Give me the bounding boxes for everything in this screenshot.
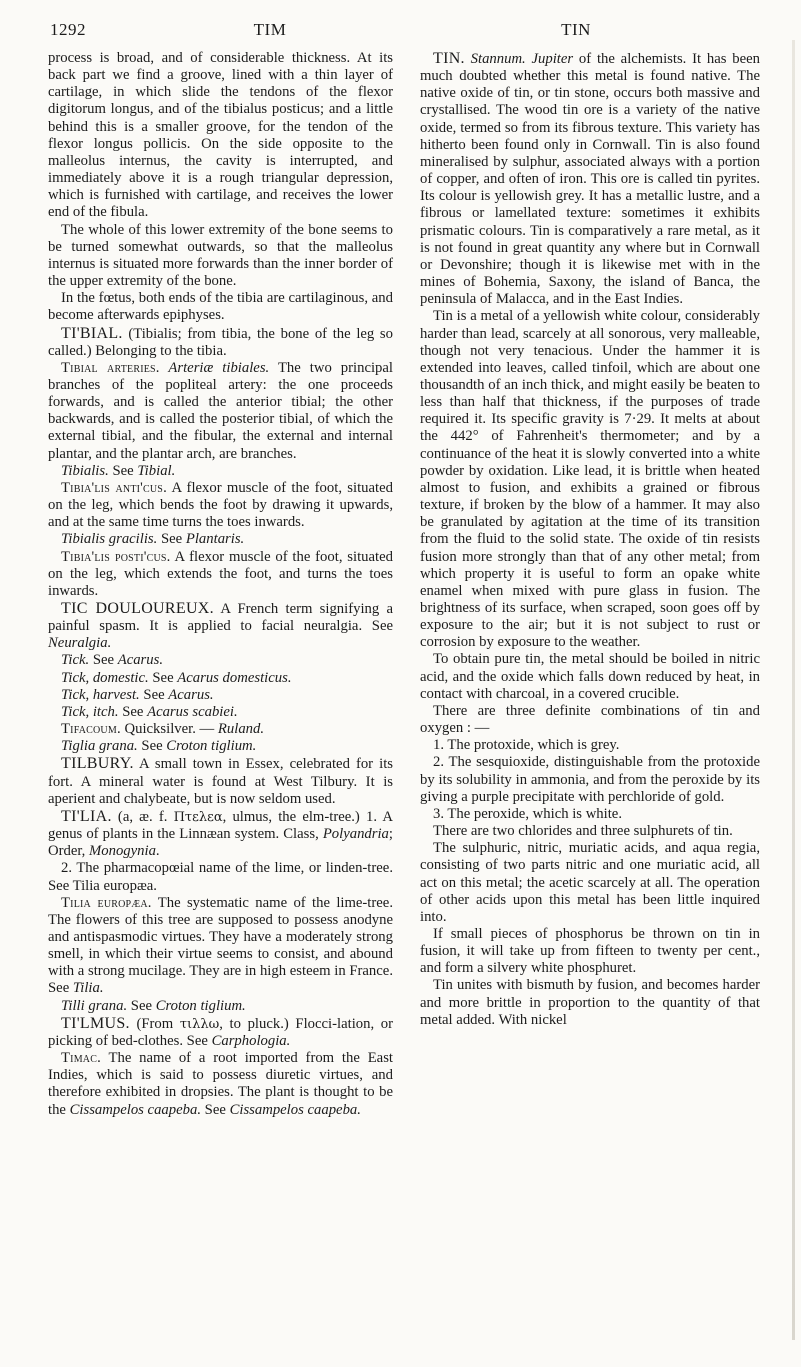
paragraph-text: In the fœtus, both ends of the tibia are cartilaginous, and become afterwards epiphyses. (48, 290, 393, 324)
cross-reference: Croton tiglium. (166, 738, 257, 755)
dictionary-entry (48, 549, 393, 600)
greek-word: τιλλω (179, 1016, 220, 1032)
dictionary-entry (48, 687, 393, 704)
entry-headword: Tibialis gracilis. (61, 531, 158, 548)
cross-reference: Croton tiglium. (155, 997, 246, 1014)
dictionary-entry (48, 738, 393, 755)
entry-headword: TI'BIAL. (61, 324, 123, 342)
entry-synonym: Stannum. Jupiter (464, 51, 574, 67)
entry-text: See (127, 997, 156, 1014)
paragraph (420, 806, 760, 823)
entry-headword: Tick, domestic. (61, 669, 149, 686)
entry-headword: Tilli grana. (61, 997, 128, 1014)
paragraph (420, 737, 760, 754)
paragraph (420, 754, 760, 805)
entry-text: A flexor muscle of the foot, situated on the leg, which bends the foot by drawing it upwards, and at the same time turns the toes inwards. (48, 479, 393, 531)
cross-reference: Plantaris. (185, 531, 245, 548)
dictionary-entry (48, 895, 393, 998)
entry-headword: TILBURY. (61, 755, 134, 773)
entry-text: See (118, 703, 148, 720)
entry-text: . (155, 843, 160, 860)
entry-headword: TIN. (433, 50, 465, 67)
dictionary-entry (48, 325, 393, 360)
cross-reference: Cissampelos caapeba. (229, 1101, 361, 1118)
paragraph-text: There are two chlorides and three sulphurets of tin. (433, 823, 733, 840)
left-column (48, 50, 393, 1119)
class-name: Polyandria (322, 826, 389, 843)
entry-text: See (157, 531, 186, 548)
paragraph (420, 703, 760, 737)
paragraph-text: There are three definite combinations of tin and oxygen : — (420, 702, 760, 737)
entry-headword: TIC DOULOUREUX. (61, 600, 214, 617)
greek-word: Πτελεα (173, 809, 223, 825)
entry-text: See (108, 462, 138, 479)
entry-text: See (137, 738, 167, 755)
cross-reference: Tibial. (137, 462, 176, 479)
dictionary-entry (48, 1050, 393, 1119)
dictionary-entry (48, 755, 393, 807)
entry-headword: TI'LIA. (61, 807, 112, 825)
dictionary-entry (48, 808, 393, 860)
entry-text: , ulmus, the elm-tree.) 1. A genus of plants in the Linnæan system. Class, (48, 808, 393, 843)
cross-reference: Acarus domesticus. (177, 669, 292, 686)
entry-text: , to pluck.) Flocci-lation, or picking of bed-clothes. See (48, 1015, 394, 1049)
paragraph-text: The whole of this lower extremity of the bone seems to be turned somewhat outwards, so that the malleolus internus is situated more forwards than the inner border of the upper extremity of the bone. (48, 221, 393, 290)
cross-reference: Acarus. (168, 686, 214, 703)
dictionary-entry (48, 998, 393, 1015)
entry-headword: Timac. (61, 1050, 101, 1067)
dictionary-entry (420, 50, 760, 308)
paragraph-text: To obtain pure tin, the metal should be boiled in nitric acid, and the oxide which falls down reduced by heat, in contact with charcoal, in a covered crucible. (420, 651, 760, 702)
paragraph (420, 308, 760, 651)
dictionary-entry (48, 652, 393, 669)
entry-text: (a, æ. f. (111, 808, 174, 825)
dictionary-entry (48, 480, 393, 531)
entry-text: See (89, 652, 118, 669)
paragraph-text: The sulphuric, nitric, muriatic acids, and aqua regia, consisting of two parts nitric and one muriatic acid, all act on this metal; the acetic scarcely at all. The operation of other acids upon this metal has been little inquired into. (420, 840, 760, 925)
entry-text: See (148, 669, 178, 686)
entry-text: (Tibialis; from tibia, the bone of the leg so called.) Belonging to the tibia. (48, 325, 393, 359)
paragraph (48, 222, 393, 291)
entry-text: A flexor muscle of the foot, situated on the leg, which extends the foot, and turns the toes inwards. (48, 548, 393, 599)
cross-reference: Neuralgia. (48, 635, 112, 652)
entry-text: The systematic name of the lime-tree. The flowers of this tree are supposed to possess anodyne and antispasmodic virtues. They have a moderately strong smell, in which their virtue seems to consist, and abound with a strong mucilage. They are in high esteem in France. See (48, 894, 393, 997)
paragraph (420, 977, 760, 1028)
cross-reference: Ruland. (217, 721, 265, 738)
entry-text: The name of a root imported from the East Indies, which is said to possess diuretic virtues, and therefore exhibited in dropsies. The plant is thought to be the (48, 1050, 393, 1118)
entry-text: (From (129, 1015, 180, 1032)
cross-reference: Carphologia. (211, 1032, 291, 1049)
entry-headword: Tick. (61, 652, 90, 669)
page-edge-shadow (792, 40, 795, 1340)
paragraph-text: process is broad, and of considerable thickness. At its back part we find a groove, lined with a thin layer of cartilage, in which slide the tendons of the flexor digitorum longus, and of the tibialus posticus; and a little behind this is a smaller groove, for the tendon of the flexor longus pollicis. On the side opposite to the malleolus internus, the cavity is interrupted, and immediately above it is a rough triangular depression, which is furnished with cartilage, and receives the lower end of the fibula. (48, 50, 393, 221)
paragraph-text: 2. The sesquioxide, distinguishable from the protoxide by its solubility in ammonia, and from the peroxide by its giving a purple precipitate with perchloride of gold. (420, 754, 760, 805)
entry-text: Quicksilver. — (120, 721, 218, 738)
entry-headword: Tifacoum. (61, 721, 121, 738)
paragraph-text: 2. The pharmacopœial name of the lime, or linden-tree. See Tilia europæa. (48, 860, 393, 894)
entry-text: ; Order, (48, 826, 393, 860)
cross-reference: Cissampelos caapeba. (69, 1101, 201, 1118)
dictionary-entry (48, 704, 393, 721)
right-running-title: TIN (561, 20, 591, 39)
entry-headword: Tibia'lis anti'cus. (61, 479, 167, 496)
dictionary-entry (48, 670, 393, 687)
dictionary-entry (48, 463, 393, 480)
paragraph-text: 3. The peroxide, which is white. (433, 805, 622, 822)
running-header (50, 20, 772, 44)
paragraph-text: Tin unites with bismuth by fusion, and becomes harder and more brittle in proportion to the quantity of that metal added. With nickel (420, 977, 760, 1028)
cross-reference: Acarus. (117, 652, 164, 669)
paragraph (420, 926, 760, 977)
paragraph (420, 840, 760, 926)
paragraph (420, 651, 760, 702)
entry-headword: TI'LMUS. (61, 1014, 130, 1032)
entry-text: See (139, 686, 169, 703)
paragraph-text: Tin is a metal of a yellowish white colour, considerably harder than lead, scarcely at all sonorous, very malleable, though not very tenacious. Under the hammer it is extended into leaves, called tinfoil, which are about one thousandth of an inch thick, and might easily be beaten to less than half that thickness, if the purposes of trade required it. Its specific gravity is 7·29. It melts at about the 442° of Fahrenheit's thermometer; and by a continuance of the heat it is slowly converted into a white powder by oxidation. Like lead, it is brittle when heated almost to fusion, and exhibits a grained or fibrous texture, if broken by the blow of a hammer. It may also be granulated by agitation at the time of its transition from the fluid to the solid state. The oxide of tin resists fusion more strongly than that of any other metal; from which property it is useful to form an opake white enamel when mixed with pure glass in fusion. The brightness of its surface, when scraped, soon goes off by exposure to the air; but it is not subject to rust or corrosion by exposure to the weather. (420, 308, 760, 651)
cross-reference: Tilia. (72, 980, 104, 997)
paragraph (48, 50, 393, 222)
entry-headword: Tibialis. (61, 462, 109, 479)
paragraph-text: If small pieces of phosphorus be thrown on tin in fusion, it will take up from fifteen to twenty per cent., and form a silvery white phosphuret. (420, 925, 760, 977)
entry-text: of the alchemists. It has been much doubted whether this metal is found native. The native oxide of tin, or tin stone, occurs both massive and crystallised. The wood tin ore is a variety of the native oxide, termed so from its fibrous texture. This variety has hitherto been found only in Cornwall. Tin is also found mineralised by sulphur, associated always with a portion of copper, and often of iron. This ore is called tin pyrites. Its colour is yellowish grey. It has a metallic lustre, and a fibrous or lamellated texture: sometimes it exhibits prismatic colours. Tin is comparatively a rare metal, as it is not found in great quantity any where but in Cornwall or Devonshire; though it is likewise met with in the mines of Bohemia, Saxony, the island of Banca, the peninsula of Malacca, and in the East Indies. (420, 51, 760, 308)
entry-headword: Tibial arteries. (61, 359, 160, 376)
entry-text: A small town in Essex, celebrated for its fort. A mineral water is found at West Tilbury. It is aperient and chalybeate, but is now seldom used. (48, 756, 393, 807)
entry-synonym: Arteriæ tibiales. (159, 359, 270, 376)
entry-headword: Tiglia grana. (61, 738, 138, 755)
entry-headword: Tick, itch. (61, 703, 119, 720)
page-number: 1292 (50, 20, 86, 39)
paragraph (420, 823, 760, 840)
entry-headword: Tilia europæa. (61, 894, 152, 911)
dictionary-entry (48, 531, 393, 548)
entry-text: The two principal branches of the popliteal artery: the one proceeds forwards, and is called the anterior tibial; the other backwards, and is called the posterior tibial, of which the external tibial, and the fibular, the external and internal plantar, and the plantar arch, are branches. (48, 359, 393, 462)
right-column (420, 50, 760, 1029)
entry-text: A French term signifying a painful spasm. It is applied to facial neuralgia. See (48, 601, 394, 635)
dictionary-entry (48, 721, 393, 738)
entry-headword: Tibia'lis posti'cus. (61, 548, 171, 565)
entry-text: See (201, 1101, 230, 1118)
dictionary-entry (48, 360, 393, 463)
dictionary-entry (48, 600, 393, 652)
left-running-title: TIM (253, 20, 287, 39)
dictionary-entry (48, 1015, 393, 1050)
entry-headword: Tick, harvest. (61, 686, 140, 703)
cross-reference: Acarus scabiei. (147, 703, 238, 720)
order-name: Monogynia (89, 843, 156, 860)
paragraph (48, 290, 393, 324)
paragraph-text: 1. The protoxide, which is grey. (433, 737, 620, 754)
paragraph (48, 860, 393, 894)
